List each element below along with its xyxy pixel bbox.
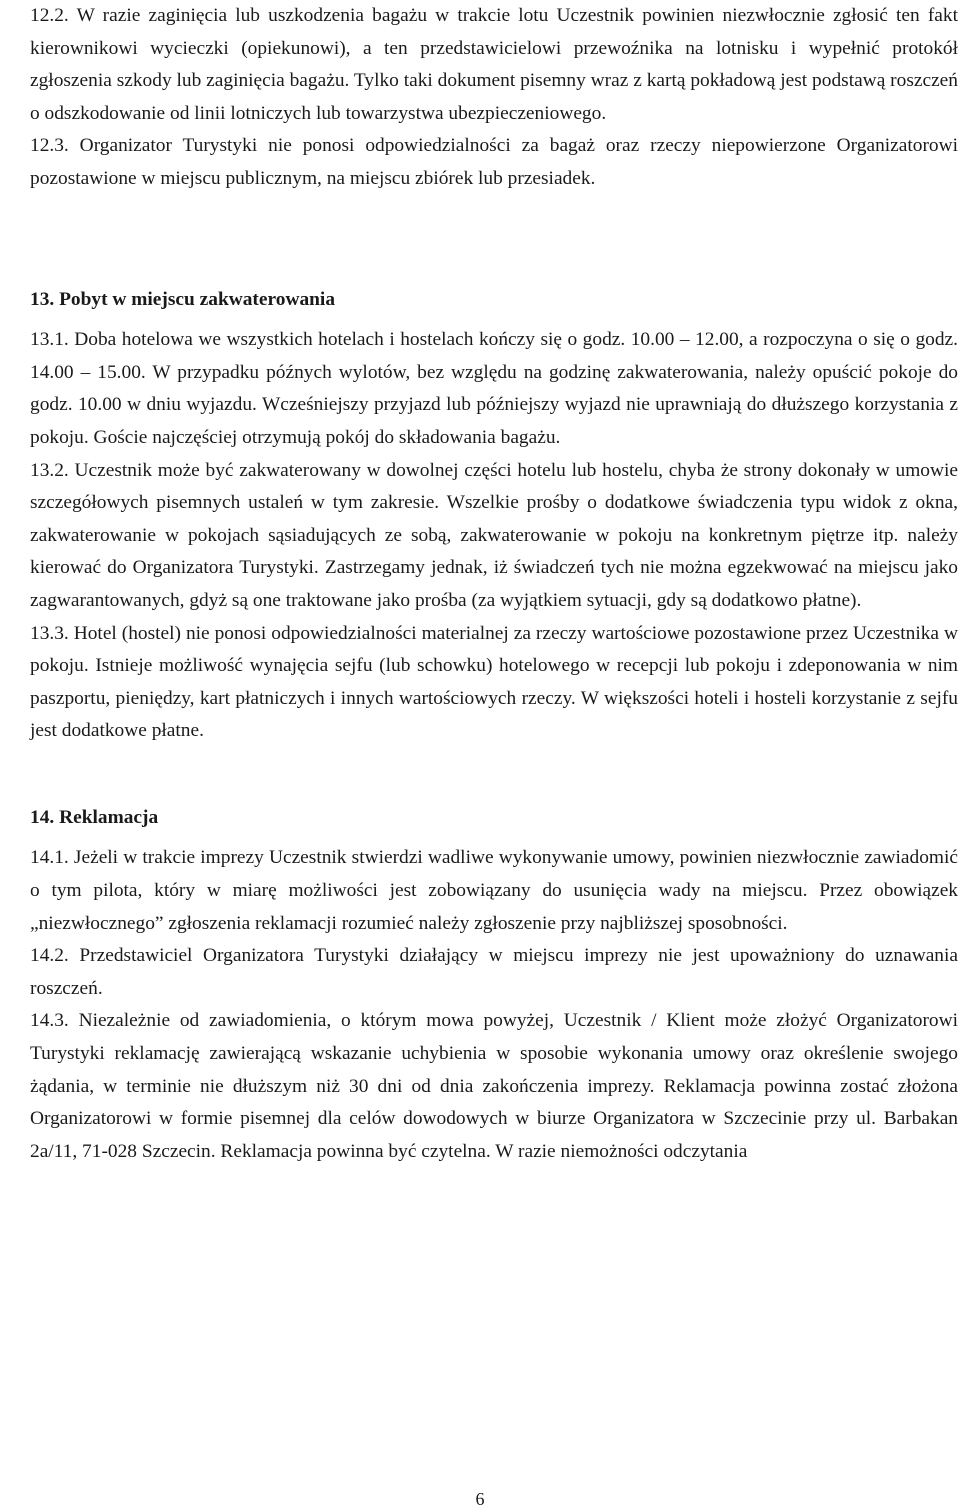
section-spacer — [30, 196, 958, 284]
paragraph-14-1: 14.1. Jeżeli w trakcie imprezy Uczestnik stwierdzi wadliwe wykonywanie umowy, powinien niezwłocznie zawiadomić o tym pilota, który w miarę możliwości jest zobowiązany do usunięcia wady na miejscu. Przez obowiązek „niezwłocznego” zgłoszenia reklamacji rozumieć należy zgłoszenie przy najbliższej sposobności. — [30, 847, 958, 934]
paragraph-12-2: 12.2. W razie zaginięcia lub uszkodzenia bagażu w trakcie lotu Uczestnik powinien niezwłocznie zgłosić ten fakt kierownikowi wycieczki (opiekunowi), a ten przedstawicielowi przewoźnika na lotnisku i wypełnić protokół zgłoszenia szkody lub zaginięcia bagażu. Tylko taki dokument pisemny wraz z kartą pokładową jest podstawą roszczeń o odszkodowanie od linii lotniczych lub towarzystwa ubezpieczeniowego. — [30, 5, 958, 124]
paragraph-12-3: 12.3. Organizator Turystyki nie ponosi odpowiedzialności za bagaż oraz rzeczy niepowierzone Organizatorowi pozostawione w miejscu publicznym, na miejscu zbiórek lub przesiadek. — [30, 135, 958, 189]
heading-spacer — [30, 834, 958, 842]
section-14-heading: 14. Reklamacja — [30, 806, 159, 828]
paragraph-14-3: 14.3. Niezależnie od zawiadomienia, o którym mowa powyżej, Uczestnik / Klient może złożyć Organizatorowi Turystyki reklamację zawierającą wskazanie uchybienia w sposobie wykonania umowy oraz określenie swojego żądania, w terminie nie dłuższym niż 30 dni od dnia zakończenia imprezy. Reklamacja powinna zostać złożona Organizatorowi w formie pisemnej dla celów dowodowych w biurze Organizatora w Szczecinie przy ul. Barbakan 2a/11, 71-028 Szczecin. Reklamacja powinna być czytelna. W razie niemożności odczytania — [30, 1010, 958, 1162]
page-number: 6 — [475, 1489, 485, 1509]
section-spacer — [30, 748, 958, 802]
document-page — [30, 0, 958, 1168]
paragraph-13-1: 13.1. Doba hotelowa we wszystkich hotelach i hostelach kończy się o godz. 10.00 – 12.00, a rozpoczyna o się o godz. 14.00 – 15.00. W przypadku późnych wylotów, bez względu na godzinę zakwaterowania, należy opuścić pokoje do godz. 10.00 w dniu wyjazdu. Wcześniejszy przyjazd lub późniejszy wyjazd nie uprawniają do dłuższego korzystania z pokoju. Goście najczęściej otrzymują pokój do składowania bagażu. — [30, 329, 958, 448]
heading-spacer — [30, 316, 958, 324]
paragraph-13-3: 13.3. Hotel (hostel) nie ponosi odpowiedzialności materialnej za rzeczy wartościowe pozostawione przez Uczestnika w pokoju. Istnieje możliwość wynajęcia sejfu (lub schowku) hotelowego w recepcji lub pokoju i zdeponowania w nim paszportu, pieniędzy, kart płatniczych i innych wartościowych rzeczy. W większości hoteli i hosteli korzystanie z sejfu jest dodatkowe płatne. — [30, 622, 958, 742]
paragraph-13-2: 13.2. Uczestnik może być zakwaterowany w dowolnej części hotelu lub hostelu, chyba że strony dokonały w umowie szczegółowych pisemnych ustaleń w tym zakresie. Wszelkie prośby o dodatkowe świadczenia typu widok z okna, zakwaterowanie w pokojach sąsiadujących ze sobą, zakwaterowanie w pokoju na konkretnym piętrze itp. należy kierować do Organizatora Turystyki. Zastrzegamy jednak, iż świadczeń tych nie można egzekwować na miejscu jako zagwarantowanych, gdyż są one traktowane jako prośba (za wyjątkiem sytuacji, gdy są dodatkowo płatne). — [30, 459, 958, 611]
section-13-heading: 13. Pobyt w miejscu zakwaterowania — [30, 288, 336, 310]
paragraph-14-2: 14.2. Przedstawiciel Organizatora Turystyki działający w miejscu imprezy nie jest upoważniony do uznawania roszczeń. — [30, 945, 958, 999]
